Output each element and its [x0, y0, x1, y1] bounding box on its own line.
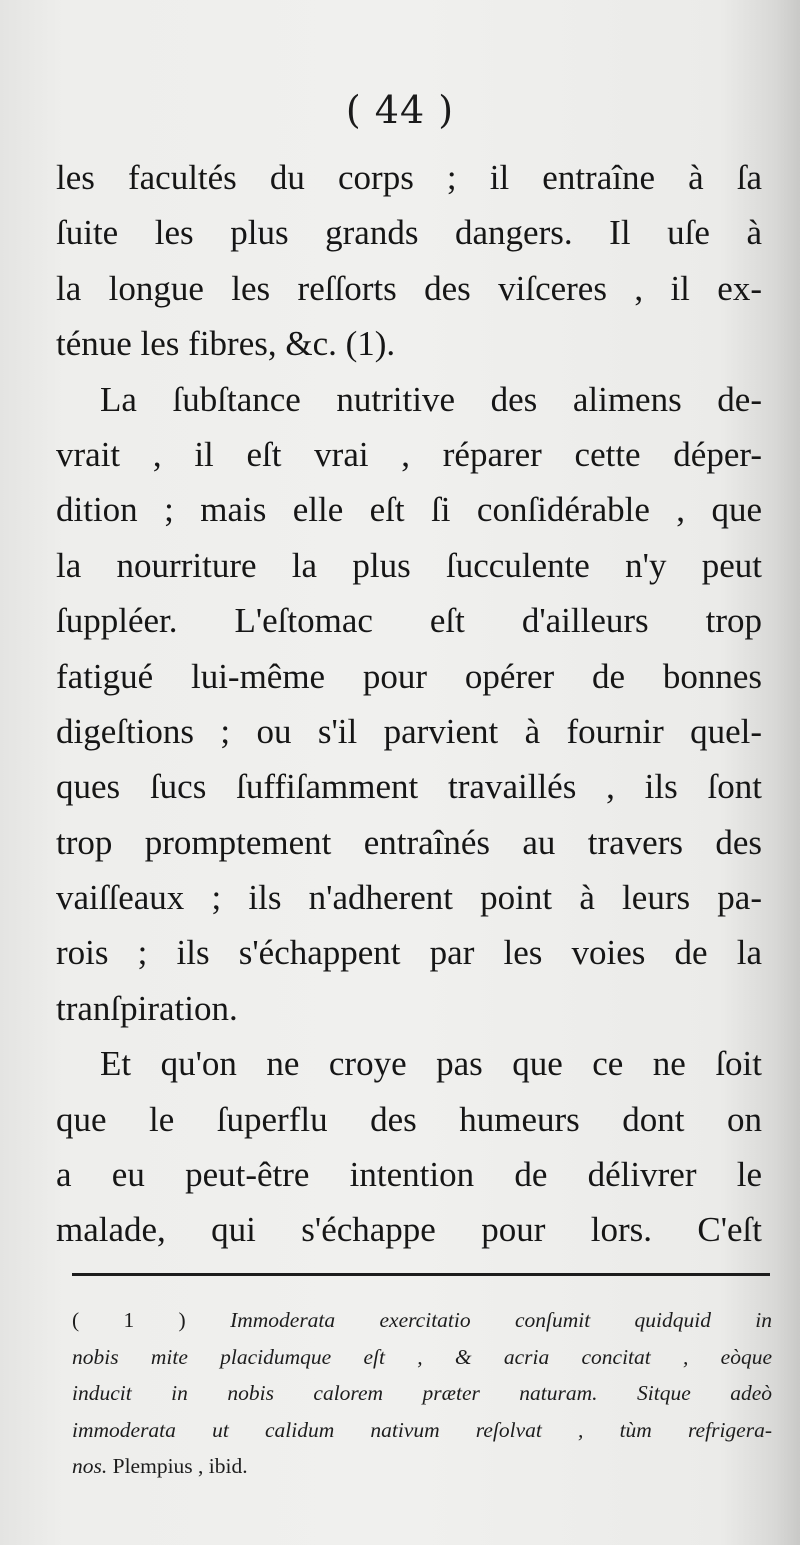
paragraph-3 — [56, 1036, 762, 1258]
footnote-line: nobis mite placidumque eſt , & acria concitat , eòque — [72, 1344, 772, 1369]
footnote-line: immoderata ut calidum nativum reſolvat , tùm refrigera- — [72, 1417, 772, 1442]
text-line: a eu peut-être intention de délivrer le — [56, 1155, 762, 1195]
text-line: La ſubſtance nutritive des alimens de- — [100, 379, 762, 419]
paragraph-2 — [56, 372, 762, 1037]
footnote-line — [72, 1448, 772, 1485]
text-line: ténue les fibres, &c. (1). — [56, 324, 396, 364]
text-line: que le ſuperflu des humeurs dont on — [56, 1099, 762, 1139]
footnote — [72, 1302, 772, 1485]
paragraph-1 — [56, 150, 762, 372]
footnote-line: inducit in nobis calorem præter naturam. Sitque adeò — [72, 1381, 772, 1405]
text-line: vrait , il eſt vrai , réparer cette déper- — [56, 434, 762, 474]
text-line: les facultés du corps ; il entraîne à ſa — [56, 158, 762, 197]
text-line: digeſtions ; ou s'il parvient à fournir quel- — [56, 711, 762, 751]
text-line: trop promptement entraînés au travers des — [56, 822, 762, 862]
text-line: vaiſſeaux ; ils n'adherent point à leurs pa- — [56, 878, 762, 918]
footnote-text: Immoderata exercitatio conſumit quidquid in — [230, 1308, 773, 1332]
body-text — [56, 150, 762, 1258]
text-line: ques ſucs ſuffiſamment travaillés , ils ſont — [56, 767, 762, 807]
text-line: fatigué lui-même pour opérer de bonnes — [56, 656, 762, 696]
text-line: tranſpiration. — [56, 988, 238, 1028]
page-number: ( 44 ) — [345, 88, 455, 132]
text-line: la nourriture la plus ſucculente n'y peut — [56, 545, 762, 585]
footnote-text: nos. — [72, 1454, 108, 1478]
footnote-line — [72, 1302, 772, 1339]
text-line: ſuppléer. L'eſtomac eſt d'ailleurs trop — [56, 601, 762, 641]
footnote-source: Plempius , ibid. — [112, 1454, 248, 1478]
text-line: malade, qui s'échappe pour lors. C'eſt — [56, 1210, 762, 1250]
text-line: la longue les reſſorts des viſceres , il ex- — [56, 268, 762, 308]
text-line: rois ; ils s'échappent par les voies de la — [56, 933, 762, 973]
text-line: ſuite les plus grands dangers. Il uſe à — [56, 213, 762, 253]
footnote-rule — [72, 1273, 770, 1276]
text-line: dition ; mais elle eſt ſi conſidérable , que — [56, 490, 762, 530]
text-line: Et qu'on ne croye pas que ce ne ſoit — [100, 1044, 762, 1084]
footnote-marker: ( 1 ) — [72, 1308, 186, 1332]
